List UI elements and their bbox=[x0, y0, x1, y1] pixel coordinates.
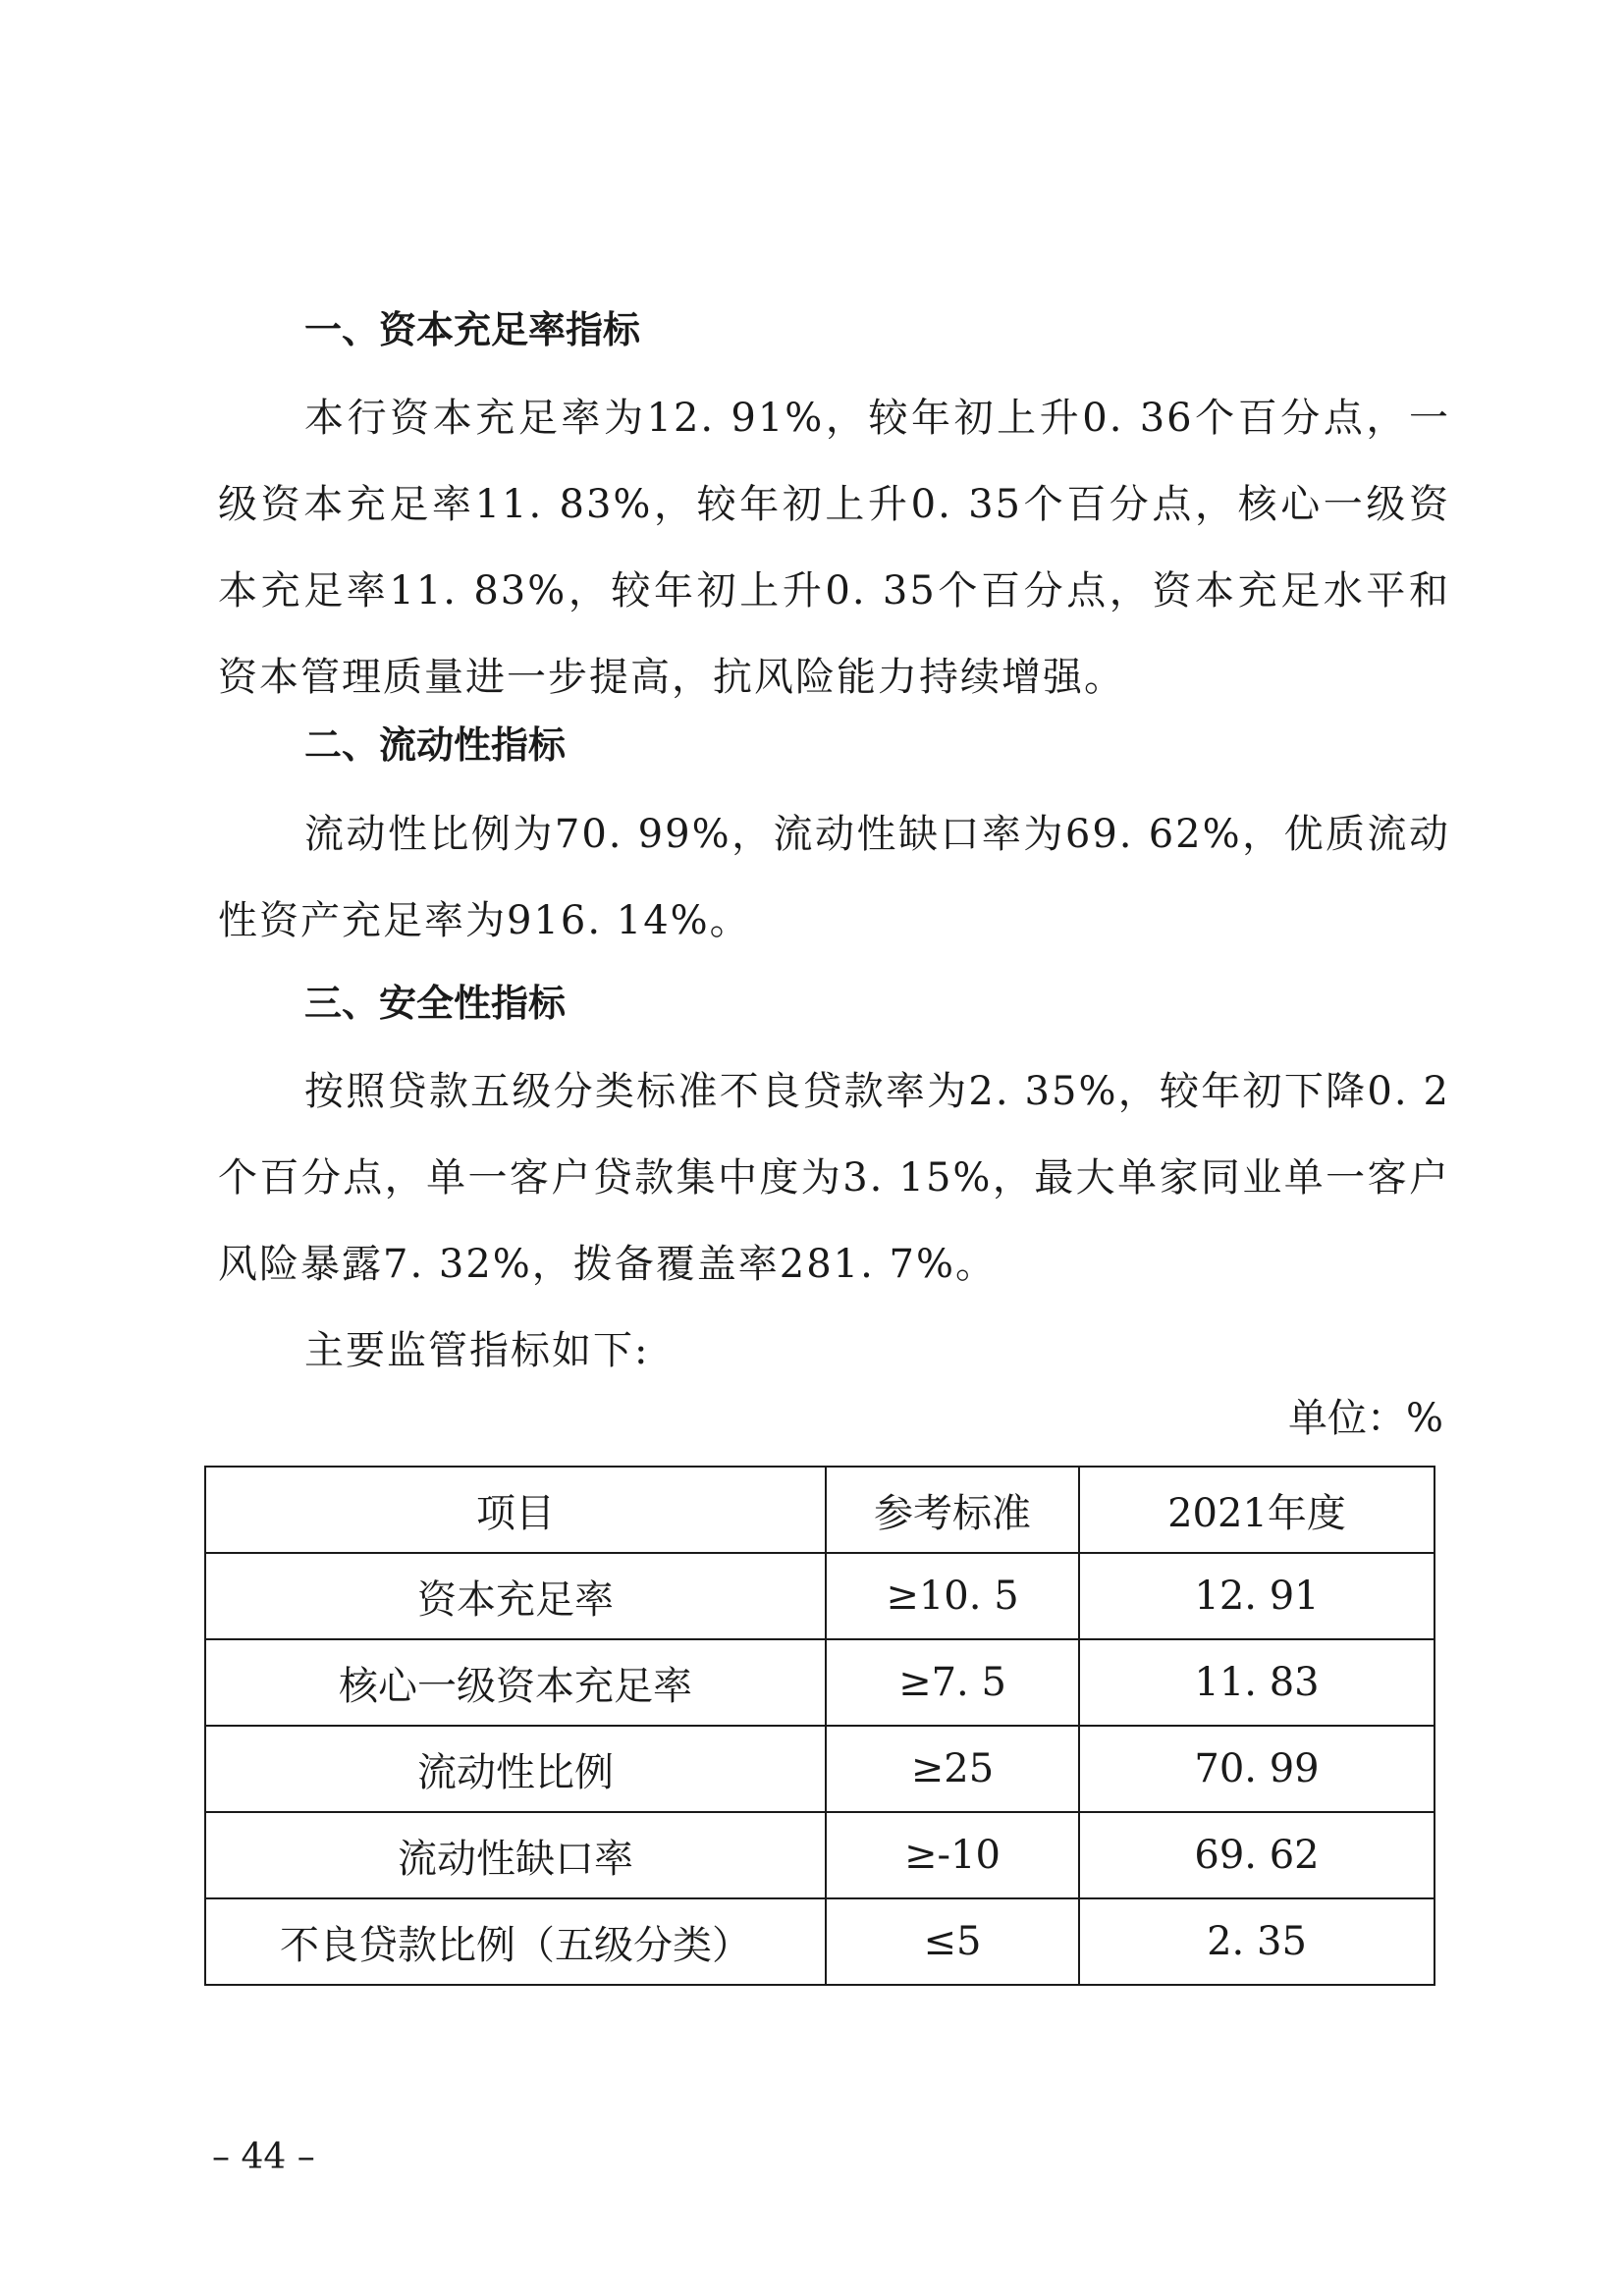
row-value: 69. 62 bbox=[1079, 1812, 1435, 1898]
row-reference: ≥-10 bbox=[826, 1812, 1079, 1898]
row-value: 2. 35 bbox=[1079, 1898, 1435, 1985]
row-item: 不良贷款比例（五级分类） bbox=[205, 1898, 826, 1985]
table-row bbox=[205, 1812, 1435, 1898]
table-header-row bbox=[205, 1467, 1435, 1553]
section-heading-liquidity: 二、流动性指标 bbox=[304, 723, 567, 767]
unit-label: 单位：% bbox=[1287, 1396, 1443, 1441]
indicators-table bbox=[204, 1466, 1435, 1986]
table-row bbox=[205, 1898, 1435, 1985]
row-item: 资本充足率 bbox=[205, 1553, 826, 1639]
header-item: 项目 bbox=[205, 1467, 826, 1553]
row-item: 流动性缺口率 bbox=[205, 1812, 826, 1898]
section-heading-capital: 一、资本充足率指标 bbox=[304, 308, 641, 351]
table-row bbox=[205, 1553, 1435, 1639]
page-number: – 44 – bbox=[212, 2137, 315, 2177]
section-heading-safety: 三、安全性指标 bbox=[304, 982, 567, 1025]
row-value: 12. 91 bbox=[1079, 1553, 1435, 1639]
row-reference: ≤5 bbox=[826, 1898, 1079, 1985]
row-value: 70. 99 bbox=[1079, 1726, 1435, 1812]
row-item: 核心一级资本充足率 bbox=[205, 1639, 826, 1726]
row-item: 流动性比例 bbox=[205, 1726, 826, 1812]
section-paragraph-safety: 按照贷款五级分类标准不良贷款率为2. 35%，较年初下降0. 2个百分点，单一客户贷款集中度为3. 15%，最大单家同业单一客户风险暴露7. 32%，拨备覆盖率281. 7%。 bbox=[218, 1069, 1450, 1287]
table-intro-text: 主要监管指标如下: bbox=[304, 1328, 650, 1373]
section-paragraph-liquidity: 流动性比例为70. 99%，流动性缺口率为69. 62%，优质流动性资产充足率为916. 14%。 bbox=[218, 812, 1450, 943]
row-reference: ≥25 bbox=[826, 1726, 1079, 1812]
table-row bbox=[205, 1726, 1435, 1812]
section-paragraph-capital: 本行资本充足率为12. 91%，较年初上升0. 36个百分点，一级资本充足率11. 83%，较年初上升0. 35个百分点，核心一级资本充足率11. 83%，较年初上升0. 35个百分点，资本充足水平和资本管理质量进一步提高，抗风险能力持续增强。 bbox=[218, 396, 1450, 700]
row-reference: ≥7. 5 bbox=[826, 1639, 1079, 1726]
row-value: 11. 83 bbox=[1079, 1639, 1435, 1726]
header-year-2021: 2021年度 bbox=[1079, 1467, 1435, 1553]
header-reference-standard: 参考标准 bbox=[826, 1467, 1079, 1553]
table-row bbox=[205, 1639, 1435, 1726]
row-reference: ≥10. 5 bbox=[826, 1553, 1079, 1639]
